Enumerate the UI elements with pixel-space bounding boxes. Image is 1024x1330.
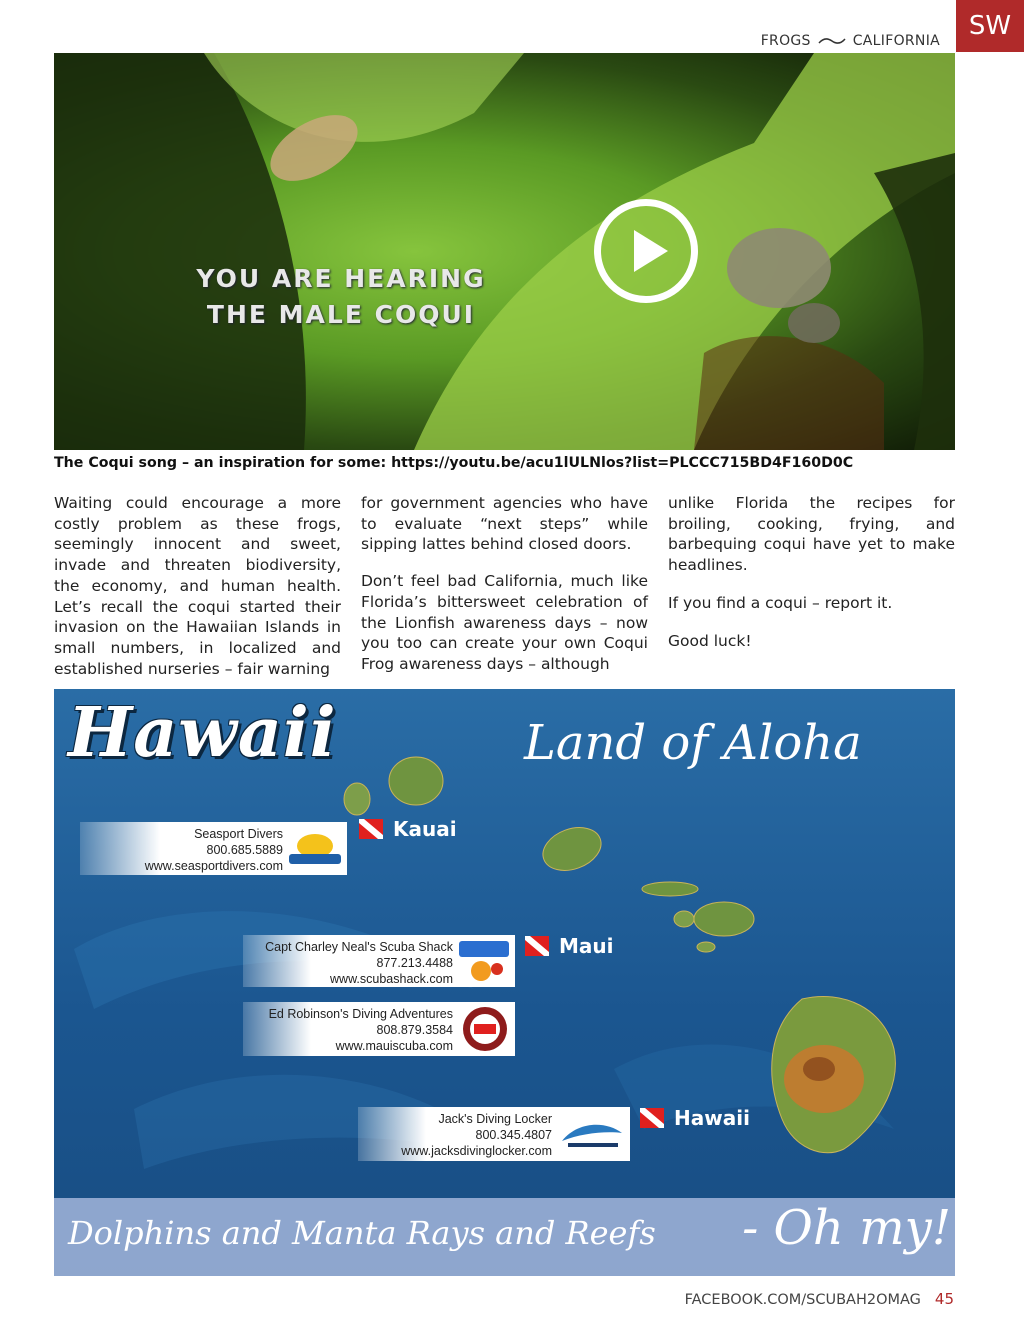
dive-flag-icon	[359, 819, 383, 839]
slogan-banner	[54, 1198, 955, 1276]
hawaii-map-ad	[54, 689, 955, 1276]
shop-url[interactable]: www.mauiscuba.com	[335, 1039, 453, 1053]
magazine-tab: SW	[956, 0, 1024, 52]
dive-shop-card[interactable]	[358, 1107, 630, 1161]
shop-name: Seasport Divers	[194, 827, 283, 841]
section-left: FROGS	[760, 33, 811, 49]
page-number: 45	[934, 1290, 954, 1308]
map-subtitle: Land of Aloha	[524, 715, 862, 771]
dive-shop-card[interactable]	[80, 822, 347, 875]
shop-name: Jack's Diving Locker	[438, 1112, 552, 1126]
paragraph: Don’t feel bad California, much like Florida’s bittersweet celebration of the Lionfish awareness days – now you too can create your own Coqui Frog awareness days – although	[361, 572, 648, 673]
banner-slogan: Dolphins and Manta Rays and Reefs	[68, 1214, 656, 1252]
article-column-1	[54, 493, 341, 695]
paragraph: Waiting could encourage a more costly problem as these frogs, seemingly innocent and sweet, invade and threaten biodiversity, the economy, and human health. Let’s recall the coqui started their invasion on the Hawaiian Islands in small numbers, in localized and established nurseries – fair warning	[54, 494, 341, 678]
scuba-shack-logo	[457, 939, 511, 983]
play-icon	[601, 206, 691, 296]
dive-flag-icon	[525, 936, 549, 956]
overlay-line-2: THE MALE COQUI	[206, 300, 476, 329]
island-label-maui	[525, 934, 614, 958]
island-name: Hawaii	[674, 1106, 750, 1130]
paragraph: for government agencies who have to evaluate “next steps” while sipping lattes behind closed doors.	[361, 494, 648, 554]
banner-exclamation: - Oh my!	[742, 1200, 951, 1256]
shop-url[interactable]: www.seasportdivers.com	[144, 859, 283, 873]
seasport-divers-logo	[287, 830, 343, 868]
page-footer	[685, 1290, 954, 1308]
overlay-line-1: YOU ARE HEARING	[196, 264, 486, 293]
play-button[interactable]	[594, 199, 698, 303]
video-player[interactable]	[54, 53, 955, 450]
paragraph: unlike Florida the recipes for broiling, cooking, frying, and barbequing coqui have yet to make headlines.	[668, 494, 955, 575]
paragraph: Good luck!	[668, 631, 752, 650]
island-label-hawaii	[640, 1106, 750, 1130]
shop-url[interactable]: www.scubashack.com	[330, 972, 453, 986]
shop-phone: 800.345.4807	[475, 1128, 552, 1142]
jacks-diving-locker-logo	[558, 1113, 626, 1155]
video-caption: The Coqui song – an inspiration for some: https://youtu.be/acu1lULNlos?list=PLCCC715BD4F160D0C	[54, 455, 854, 471]
dive-flag-icon	[640, 1108, 664, 1128]
footer-site[interactable]: FACEBOOK.COM/SCUBAH2OMAG	[684, 1292, 921, 1308]
tilde-icon	[817, 35, 847, 47]
article-column-3	[668, 493, 955, 667]
dive-shop-card[interactable]	[243, 1002, 515, 1056]
paragraph: If you find a coqui – report it.	[668, 593, 893, 612]
leaf-background-image	[54, 53, 955, 450]
shop-phone: 800.685.5889	[206, 843, 283, 857]
shop-name: Ed Robinson's Diving Adventures	[268, 1007, 453, 1021]
section-right: CALIFORNIA	[852, 33, 940, 49]
shop-url[interactable]: www.jacksdivinglocker.com	[401, 1144, 552, 1158]
shop-name: Capt Charley Neal's Scuba Shack	[265, 940, 453, 954]
video-overlay-text	[166, 261, 516, 333]
map-title: Hawaii	[68, 693, 337, 773]
island-label-kauai	[359, 817, 457, 841]
ed-robinson-logo	[461, 1005, 509, 1053]
shop-phone: 877.213.4488	[376, 956, 453, 970]
island-name: Maui	[559, 934, 614, 958]
shop-phone: 808.879.3584	[376, 1023, 453, 1037]
article-column-2	[361, 493, 648, 691]
dive-shop-card[interactable]	[243, 935, 515, 987]
section-header	[761, 33, 940, 49]
island-name: Kauai	[393, 817, 457, 841]
